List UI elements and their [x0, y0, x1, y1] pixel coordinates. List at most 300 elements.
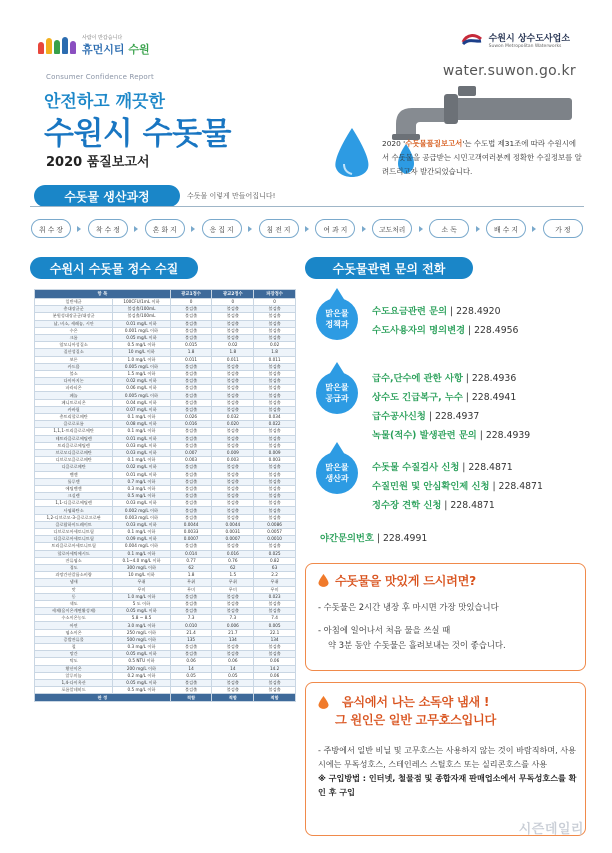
table-cell-value: 무취	[170, 579, 212, 586]
table-cell-value: 불검출	[212, 493, 254, 500]
process-step: 착 수 정	[88, 219, 128, 238]
arrow-right-icon	[305, 226, 309, 232]
table-cell-standard: 0.03 mg/L 이하	[113, 500, 170, 507]
table-cell-item: 일반세균	[35, 299, 113, 306]
table-cell-item: 클로랄하이드레이트	[35, 521, 113, 528]
table-row	[35, 421, 296, 428]
table-cell-item: 세제(음이온계면활성제)	[35, 608, 113, 615]
table-cell-standard: 5 도 이하	[113, 600, 170, 607]
table-cell-item: 수소이온농도	[35, 615, 113, 622]
table-cell-value: 불검출	[254, 679, 296, 686]
process-steps	[31, 219, 583, 238]
table-row	[35, 507, 296, 514]
table-row	[35, 334, 296, 341]
table-cell-standard: 250 mg/L 이하	[113, 629, 170, 636]
table-cell-value: 불검출	[170, 514, 212, 521]
table-cell-item: 1,1,1-트리클로로에탄	[35, 428, 113, 435]
table-cell-standard: 1.0 mg/L 이하	[113, 593, 170, 600]
table-cell-value: 0.003	[212, 457, 254, 464]
process-step: 고도처리	[372, 219, 412, 238]
table-cell-value: 62	[170, 564, 212, 571]
table-cell-item: 클로로포름	[35, 421, 113, 428]
table-cell-standard: 0.05 mg/L 이하	[113, 608, 170, 615]
table-row	[35, 320, 296, 327]
table-cell-item: 철	[35, 644, 113, 651]
swirl-logo-icon	[461, 32, 483, 48]
table-cell-value: 불검출	[170, 399, 212, 406]
table-cell-value: 0.0033	[170, 529, 212, 536]
table-cell-item: 사염화탄소	[35, 507, 113, 514]
table-cell-value: 불검출	[170, 485, 212, 492]
arrow-right-icon	[77, 226, 81, 232]
arrow-right-icon	[248, 226, 252, 232]
table-cell-item: 디브로모클로로메탄	[35, 457, 113, 464]
tip-title: 음식에서 나는 소독약 냄새 !	[341, 695, 490, 709]
table-cell-value: 불검출	[212, 320, 254, 327]
table-cell-standard: 0.03 mg/L 이하	[113, 521, 170, 528]
table-row	[35, 514, 296, 521]
tip-line: 약 3분 동안 수돗물은 흘려보내는 것이 좋습니다.	[328, 640, 506, 650]
table-cell-value: 0.022	[254, 421, 296, 428]
table-cell-value: 불검출	[254, 306, 296, 313]
table-cell-standard: 무취	[113, 579, 170, 586]
table-cell-value: 0.0057	[254, 529, 296, 536]
table-cell-value: 불검출	[212, 406, 254, 413]
table-cell-item: 테트라클로로에틸렌	[35, 435, 113, 442]
table-cell-value: 불검출	[212, 500, 254, 507]
contact-badge-1	[316, 288, 358, 340]
water-drop-icon	[330, 126, 374, 182]
table-cell-standard: 0.1 mg/L 이하	[113, 428, 170, 435]
table-cell-value: 0.0086	[254, 521, 296, 528]
table-cell-value: 불검출	[212, 392, 254, 399]
contact-badge-3	[316, 442, 358, 494]
table-cell-value: 불검출	[212, 385, 254, 392]
table-cell-value: 불검출	[254, 370, 296, 377]
contact-list-3	[372, 458, 543, 515]
table-cell-value: 불검출	[170, 608, 212, 615]
table-row	[35, 600, 296, 607]
table-cell-value: 불검출	[212, 378, 254, 385]
table-cell-value: 불검출	[254, 428, 296, 435]
badge-policy: 맑은물 정책과	[316, 298, 358, 340]
table-cell-standard: 0.08 mg/L 이하	[113, 421, 170, 428]
table-cell-item: 1,1-디클로로에틸렌	[35, 500, 113, 507]
table-cell-standard: 0.03 mg/L 이하	[113, 442, 170, 449]
table-row	[35, 449, 296, 456]
table-header-plant: 광교1정수	[170, 290, 212, 299]
people-icon	[38, 37, 76, 54]
table-row	[35, 500, 296, 507]
table-cell-value: 불검출	[212, 543, 254, 550]
table-row-verdict	[35, 694, 296, 702]
table-cell-value: 불검출	[254, 485, 296, 492]
table-row	[35, 442, 296, 449]
table-row	[35, 306, 296, 313]
table-cell-value: 불검출	[254, 687, 296, 694]
table-cell-item: 염소이온	[35, 629, 113, 636]
table-row	[35, 478, 296, 485]
table-cell-standard: 0.5 mg/L 이하	[113, 493, 170, 500]
contact-item[interactable]: 상수도 긴급복구, 누수 | 228.4941	[372, 392, 517, 403]
table-cell-value: 불검출	[212, 593, 254, 600]
table-cell-item: 동	[35, 593, 113, 600]
table-cell-value: 불검출	[212, 363, 254, 370]
table-cell-item: 색도	[35, 600, 113, 607]
table-cell-value: 불검출	[170, 435, 212, 442]
table-cell-value: 불검출	[170, 378, 212, 385]
table-cell-standard: 0.005 mg/L 이하	[113, 392, 170, 399]
table-cell-item: 톨루엔	[35, 478, 113, 485]
table-cell-value: 불검출	[170, 306, 212, 313]
table-row	[35, 564, 296, 571]
table-cell-standard: 0.5 NTU 이하	[113, 658, 170, 665]
quality-heading: 수원시 수돗물 정수 수질	[30, 257, 198, 279]
table-cell-value: 불검출	[212, 442, 254, 449]
table-row	[35, 572, 296, 579]
table-cell-value: 0.016	[170, 421, 212, 428]
contact-item[interactable]: 정수장 견학 신청 | 228.4871	[372, 500, 495, 511]
table-cell-item: 보론	[35, 356, 113, 363]
table-cell-standard: 0.3 mg/L 이하	[113, 644, 170, 651]
contact-item[interactable]: 수돗물 수질검사 신청 | 228.4871	[372, 462, 513, 473]
table-row	[35, 378, 296, 385]
table-header-plant: 파장정수	[254, 290, 296, 299]
contact-item[interactable]: 급수,단수에 관한 사항 | 228.4936	[372, 373, 517, 384]
process-step: 혼 화 지	[145, 219, 185, 238]
table-row	[35, 392, 296, 399]
table-cell-value: 0	[254, 299, 296, 306]
table-cell-value: 무미	[212, 586, 254, 593]
table-cell-item: 카바릴	[35, 406, 113, 413]
table-cell-value: 불검출	[170, 464, 212, 471]
table-cell-standard: 0.04 mg/L 이하	[113, 399, 170, 406]
table-cell-value: 불검출	[170, 320, 212, 327]
table-cell-standard: 0.06 mg/L 이하	[113, 385, 170, 392]
table-cell-value: 불검출	[254, 464, 296, 471]
city-logo-text: 휴먼시티 수원	[82, 43, 150, 56]
site-url[interactable]: water.suwon.go.kr	[442, 63, 576, 79]
table-row	[35, 651, 296, 658]
table-cell-value: 0.020	[212, 421, 254, 428]
arrow-right-icon	[532, 226, 536, 232]
table-row	[35, 457, 296, 464]
table-row	[35, 399, 296, 406]
table-cell-item: 벤젠	[35, 471, 113, 478]
tip-box-taste	[305, 563, 586, 671]
table-cell-item: 탁도	[35, 658, 113, 665]
table-cell-value: 불검출	[212, 514, 254, 521]
table-cell-value: 0.0044	[212, 521, 254, 528]
table-cell-item: 에틸벤젠	[35, 485, 113, 492]
contact-item[interactable]: 수도사용자의 명의변경 | 228.4956	[372, 325, 519, 336]
table-cell-standard: 0.1 mg/L 이하	[113, 529, 170, 536]
table-cell-item: 납, 비소, 세레늄, 시안	[35, 320, 113, 327]
table-cell-value: 1.5	[212, 572, 254, 579]
table-row	[35, 550, 296, 557]
table-cell-value: 0.009	[254, 449, 296, 456]
arrow-right-icon	[476, 226, 480, 232]
table-cell-value: 무미	[170, 586, 212, 593]
table-cell-value: 불검출	[254, 507, 296, 514]
table-row	[35, 385, 296, 392]
process-heading: 수돗물 생산과정	[34, 185, 180, 207]
table-cell-value: 불검출	[212, 608, 254, 615]
arrow-right-icon	[419, 226, 423, 232]
table-cell-value: 0.011	[212, 356, 254, 363]
table-row	[35, 406, 296, 413]
agency-logo	[461, 31, 570, 49]
table-cell-value: 0.011	[170, 356, 212, 363]
table-cell-value: 불검출	[170, 687, 212, 694]
table-row	[35, 636, 296, 643]
table-cell-item: 크롬	[35, 334, 113, 341]
table-cell-value: 0.06	[212, 658, 254, 665]
table-cell-value: 14.2	[254, 665, 296, 672]
table-cell-item: 포름알데히드	[35, 687, 113, 694]
table-cell-item: 페니트로티온	[35, 399, 113, 406]
table-cell-value: 0.011	[254, 356, 296, 363]
table-cell-value: 0.016	[212, 550, 254, 557]
table-cell-value: 21.4	[170, 629, 212, 636]
table-cell-value: 7.4	[254, 615, 296, 622]
table-row	[35, 299, 296, 306]
contact-item[interactable]: 녹물(적수) 발생관련 문의 | 228.4939	[372, 430, 531, 441]
night-contact[interactable]: 야간문의번호 | 228.4991	[320, 533, 428, 544]
process-step: 취 수 장	[31, 219, 71, 238]
table-row	[35, 687, 296, 694]
year-title: 2020 품질보고서	[46, 155, 150, 170]
arrow-right-icon	[362, 226, 366, 232]
table-cell-verdict: 적합	[212, 694, 254, 702]
table-row	[35, 464, 296, 471]
table-cell-item: 수은	[35, 327, 113, 334]
table-cell-value: 0.82	[254, 557, 296, 564]
intro-text: 2020 '수돗물품질보고서'는 수도법 제31조에 따라 수원시에서 수돗물을 공급받는 시민고객여러분께 정확한 수질정보를 알려드리고자 발간되었습니다.	[382, 139, 582, 176]
table-cell-value: 0.026	[170, 414, 212, 421]
table-cell-value: 불검출	[254, 392, 296, 399]
table-cell-value: 0.0007	[212, 536, 254, 543]
table-cell-value: 불검출	[170, 493, 212, 500]
table-cell-item: 1,4-다이옥산	[35, 679, 113, 686]
table-cell-value: 불검출	[170, 507, 212, 514]
table-cell-value: 불검출	[254, 320, 296, 327]
table-cell-item: 분원성대장균군/대장균	[35, 313, 113, 320]
process-step: 응 집 지	[202, 219, 242, 238]
table-cell-value: 불검출	[212, 679, 254, 686]
table-cell-value: 불검출	[254, 313, 296, 320]
table-row	[35, 658, 296, 665]
contact-item[interactable]: 수도요금관련 문의 | 228.4920	[372, 306, 501, 317]
table-cell-value: 불검출	[254, 500, 296, 507]
contact-list-1	[372, 302, 518, 340]
table-cell-value: 0.025	[254, 550, 296, 557]
arrow-right-icon	[191, 226, 195, 232]
table-cell-value: 불검출	[254, 327, 296, 334]
subtitle: 안전하고 깨끗한	[44, 92, 165, 112]
table-cell-value: 0.06	[254, 658, 296, 665]
table-cell-value: 불검출	[212, 600, 254, 607]
table-cell-value: 불검출	[170, 392, 212, 399]
table-cell-verdict: 적합	[170, 694, 212, 702]
table-cell-value: 0.0007	[170, 536, 212, 543]
table-cell-value: 1.8	[212, 349, 254, 356]
contact-item[interactable]: 급수공사신청 | 228.4937	[372, 411, 480, 422]
table-row	[35, 493, 296, 500]
table-cell-item: 냄새	[35, 579, 113, 586]
table-cell-value: 불검출	[254, 478, 296, 485]
table-cell-value: 불검출	[170, 313, 212, 320]
table-cell-standard: 3.0 mg/L 이하	[113, 622, 170, 629]
table-row	[35, 536, 296, 543]
table-cell-value: 불검출	[212, 471, 254, 478]
table-cell-item: 잔류염소	[35, 557, 113, 564]
table-cell-standard: 0.1 mg/L 이하	[113, 414, 170, 421]
table-cell-value: 불검출	[170, 471, 212, 478]
table-cell-value: 1.8	[170, 572, 212, 579]
table-cell-value: 불검출	[254, 600, 296, 607]
table-cell-value: 0.77	[170, 557, 212, 564]
table-cell-item: 증발잔류물	[35, 636, 113, 643]
table-cell-value: 불검출	[212, 478, 254, 485]
tip-title-2: 그 원인은 일반 고무호스입니다	[335, 713, 496, 727]
contact-item[interactable]: 수질민원 및 안심확인제 신청 | 228.4871	[372, 481, 543, 492]
table-cell-value: 불검출	[254, 406, 296, 413]
table-cell-item: 경도	[35, 564, 113, 571]
table-cell-value: 불검출	[170, 543, 212, 550]
table-cell-value: 불검출	[170, 334, 212, 341]
table-cell-value: 134	[254, 636, 296, 643]
process-step: 배 수 지	[486, 219, 526, 238]
table-cell-standard: 0.7 mg/L 이하	[113, 478, 170, 485]
table-row	[35, 644, 296, 651]
table-row	[35, 342, 296, 349]
table-cell-standard: 300 mg/L 이하	[113, 564, 170, 571]
table-cell-value: 1.8	[254, 349, 296, 356]
table-row	[35, 414, 296, 421]
tip-line: - 아침에 일어나서 처음 물을 쓰실 때	[318, 625, 451, 635]
table-cell-value: 0.034	[254, 414, 296, 421]
table-cell-standard: 500 mg/L 이하	[113, 636, 170, 643]
orange-drop-icon	[318, 574, 329, 588]
contact-heading: 수돗물관련 문의 전화	[305, 257, 473, 279]
table-cell-value: 0.06	[254, 672, 296, 679]
table-cell-verdict: 적합	[254, 694, 296, 702]
table-cell-item: 다이아지논	[35, 378, 113, 385]
table-cell-value: 14	[212, 665, 254, 672]
table-row	[35, 428, 296, 435]
table-cell-value: 불검출	[170, 385, 212, 392]
table-cell-item: 1,2-디브로모-3-클로로프로판	[35, 514, 113, 521]
badge-production: 맑은물 생산과	[316, 452, 358, 494]
table-cell-value: 불검출	[170, 370, 212, 377]
table-cell-value: 불검출	[212, 687, 254, 694]
table-cell-standard: 0.5 mg/L 이하	[113, 687, 170, 694]
table-cell-item: 아연	[35, 622, 113, 629]
table-cell-value: 불검출	[212, 370, 254, 377]
table-cell-value: 0.06	[170, 658, 212, 665]
table-row	[35, 349, 296, 356]
table-cell-value: 불검출	[254, 399, 296, 406]
table-cell-value: 불검출	[254, 651, 296, 658]
table-cell-item: 맛	[35, 586, 113, 593]
table-row	[35, 557, 296, 564]
quality-table	[34, 289, 296, 702]
table-row	[35, 608, 296, 615]
table-cell-value: 불검출	[254, 378, 296, 385]
table-cell-value: 불검출	[254, 471, 296, 478]
table-cell-item: 디브로모아세토니트릴	[35, 529, 113, 536]
table-cell-value: 불검출	[254, 608, 296, 615]
table-cell-standard: 0.3 mg/L 이하	[113, 485, 170, 492]
table-cell-value: 불검출	[254, 514, 296, 521]
table-cell-value: 불검출	[170, 442, 212, 449]
page-title: 수원시 수돗물	[44, 116, 231, 152]
table-cell-standard: 1.0 mg/L 이하	[113, 356, 170, 363]
process-step: 침 전 지	[259, 219, 299, 238]
table-header-item: 항 목	[35, 290, 171, 299]
table-cell-standard: 0.02 mg/L 이하	[113, 464, 170, 471]
table-cell-value: 1.8	[170, 349, 212, 356]
table-cell-value: 불검출	[170, 593, 212, 600]
table-cell-value: 불검출	[170, 363, 212, 370]
table-row	[35, 579, 296, 586]
table-cell-item: 총대장균군	[35, 306, 113, 313]
table-cell-item: 황산이온	[35, 665, 113, 672]
table-cell-standard: 불검출/100mL	[113, 313, 170, 320]
tip-title: 수돗물을 맛있게 드시려면?	[335, 574, 476, 588]
table-cell-value: 불검출	[212, 334, 254, 341]
table-cell-value: 0.003	[254, 457, 296, 464]
table-row	[35, 672, 296, 679]
process-step: 소 독	[429, 219, 469, 238]
table-cell-value: 불검출	[170, 600, 212, 607]
table-row	[35, 593, 296, 600]
table-cell-value: 0.010	[170, 622, 212, 629]
process-subheading: 수돗물 이렇게 만들어집니다!	[187, 192, 276, 200]
table-cell-value: 불검출	[254, 385, 296, 392]
table-cell-standard: 0.003 mg/L 이하	[113, 514, 170, 521]
tip-line: - 수돗물은 2시간 냉장 후 마시면 가장 맛있습니다	[318, 602, 499, 612]
table-cell-value: 63	[254, 564, 296, 571]
arrow-right-icon	[134, 226, 138, 232]
table-cell-standard: 5.8 ~ 8.5	[113, 615, 170, 622]
table-cell-value: 불검출	[170, 644, 212, 651]
tip-body: - 주방에서 일반 비닐 및 고무호스는 사용하지 않는 것이 바람직하며, 사용시에는 무독성호스, 스테인레스 스틸호스 또는 실리콘호스를 사용	[318, 745, 576, 769]
table-cell-item: 크실렌	[35, 493, 113, 500]
table-cell-value: 불검출	[170, 478, 212, 485]
table-cell-item: 총트리할로메탄	[35, 414, 113, 421]
table-cell-value: 불검출	[170, 500, 212, 507]
table-cell-item: 페놀	[35, 392, 113, 399]
tip-box-smell	[305, 682, 586, 836]
table-cell-value: 0.014	[170, 550, 212, 557]
table-cell-item: 트리클로로아세토니트릴	[35, 543, 113, 550]
table-row	[35, 529, 296, 536]
table-cell-value: 2.2	[254, 572, 296, 579]
table-cell-standard: 10 mg/L 이하	[113, 349, 170, 356]
table-cell-value: 불검출	[254, 493, 296, 500]
table-cell-value: 7.3	[170, 615, 212, 622]
table-cell-value: 21.7	[212, 629, 254, 636]
table-cell-value: 불검출	[212, 327, 254, 334]
orange-drop-icon	[318, 696, 329, 710]
table-cell-value: 14	[170, 665, 212, 672]
table-cell-standard: 0.01 mg/L 이하	[113, 435, 170, 442]
table-cell-standard: 0.01 mg/L 이하	[113, 471, 170, 478]
table-cell-value: 불검출	[254, 435, 296, 442]
table-cell-value: 무취	[254, 579, 296, 586]
